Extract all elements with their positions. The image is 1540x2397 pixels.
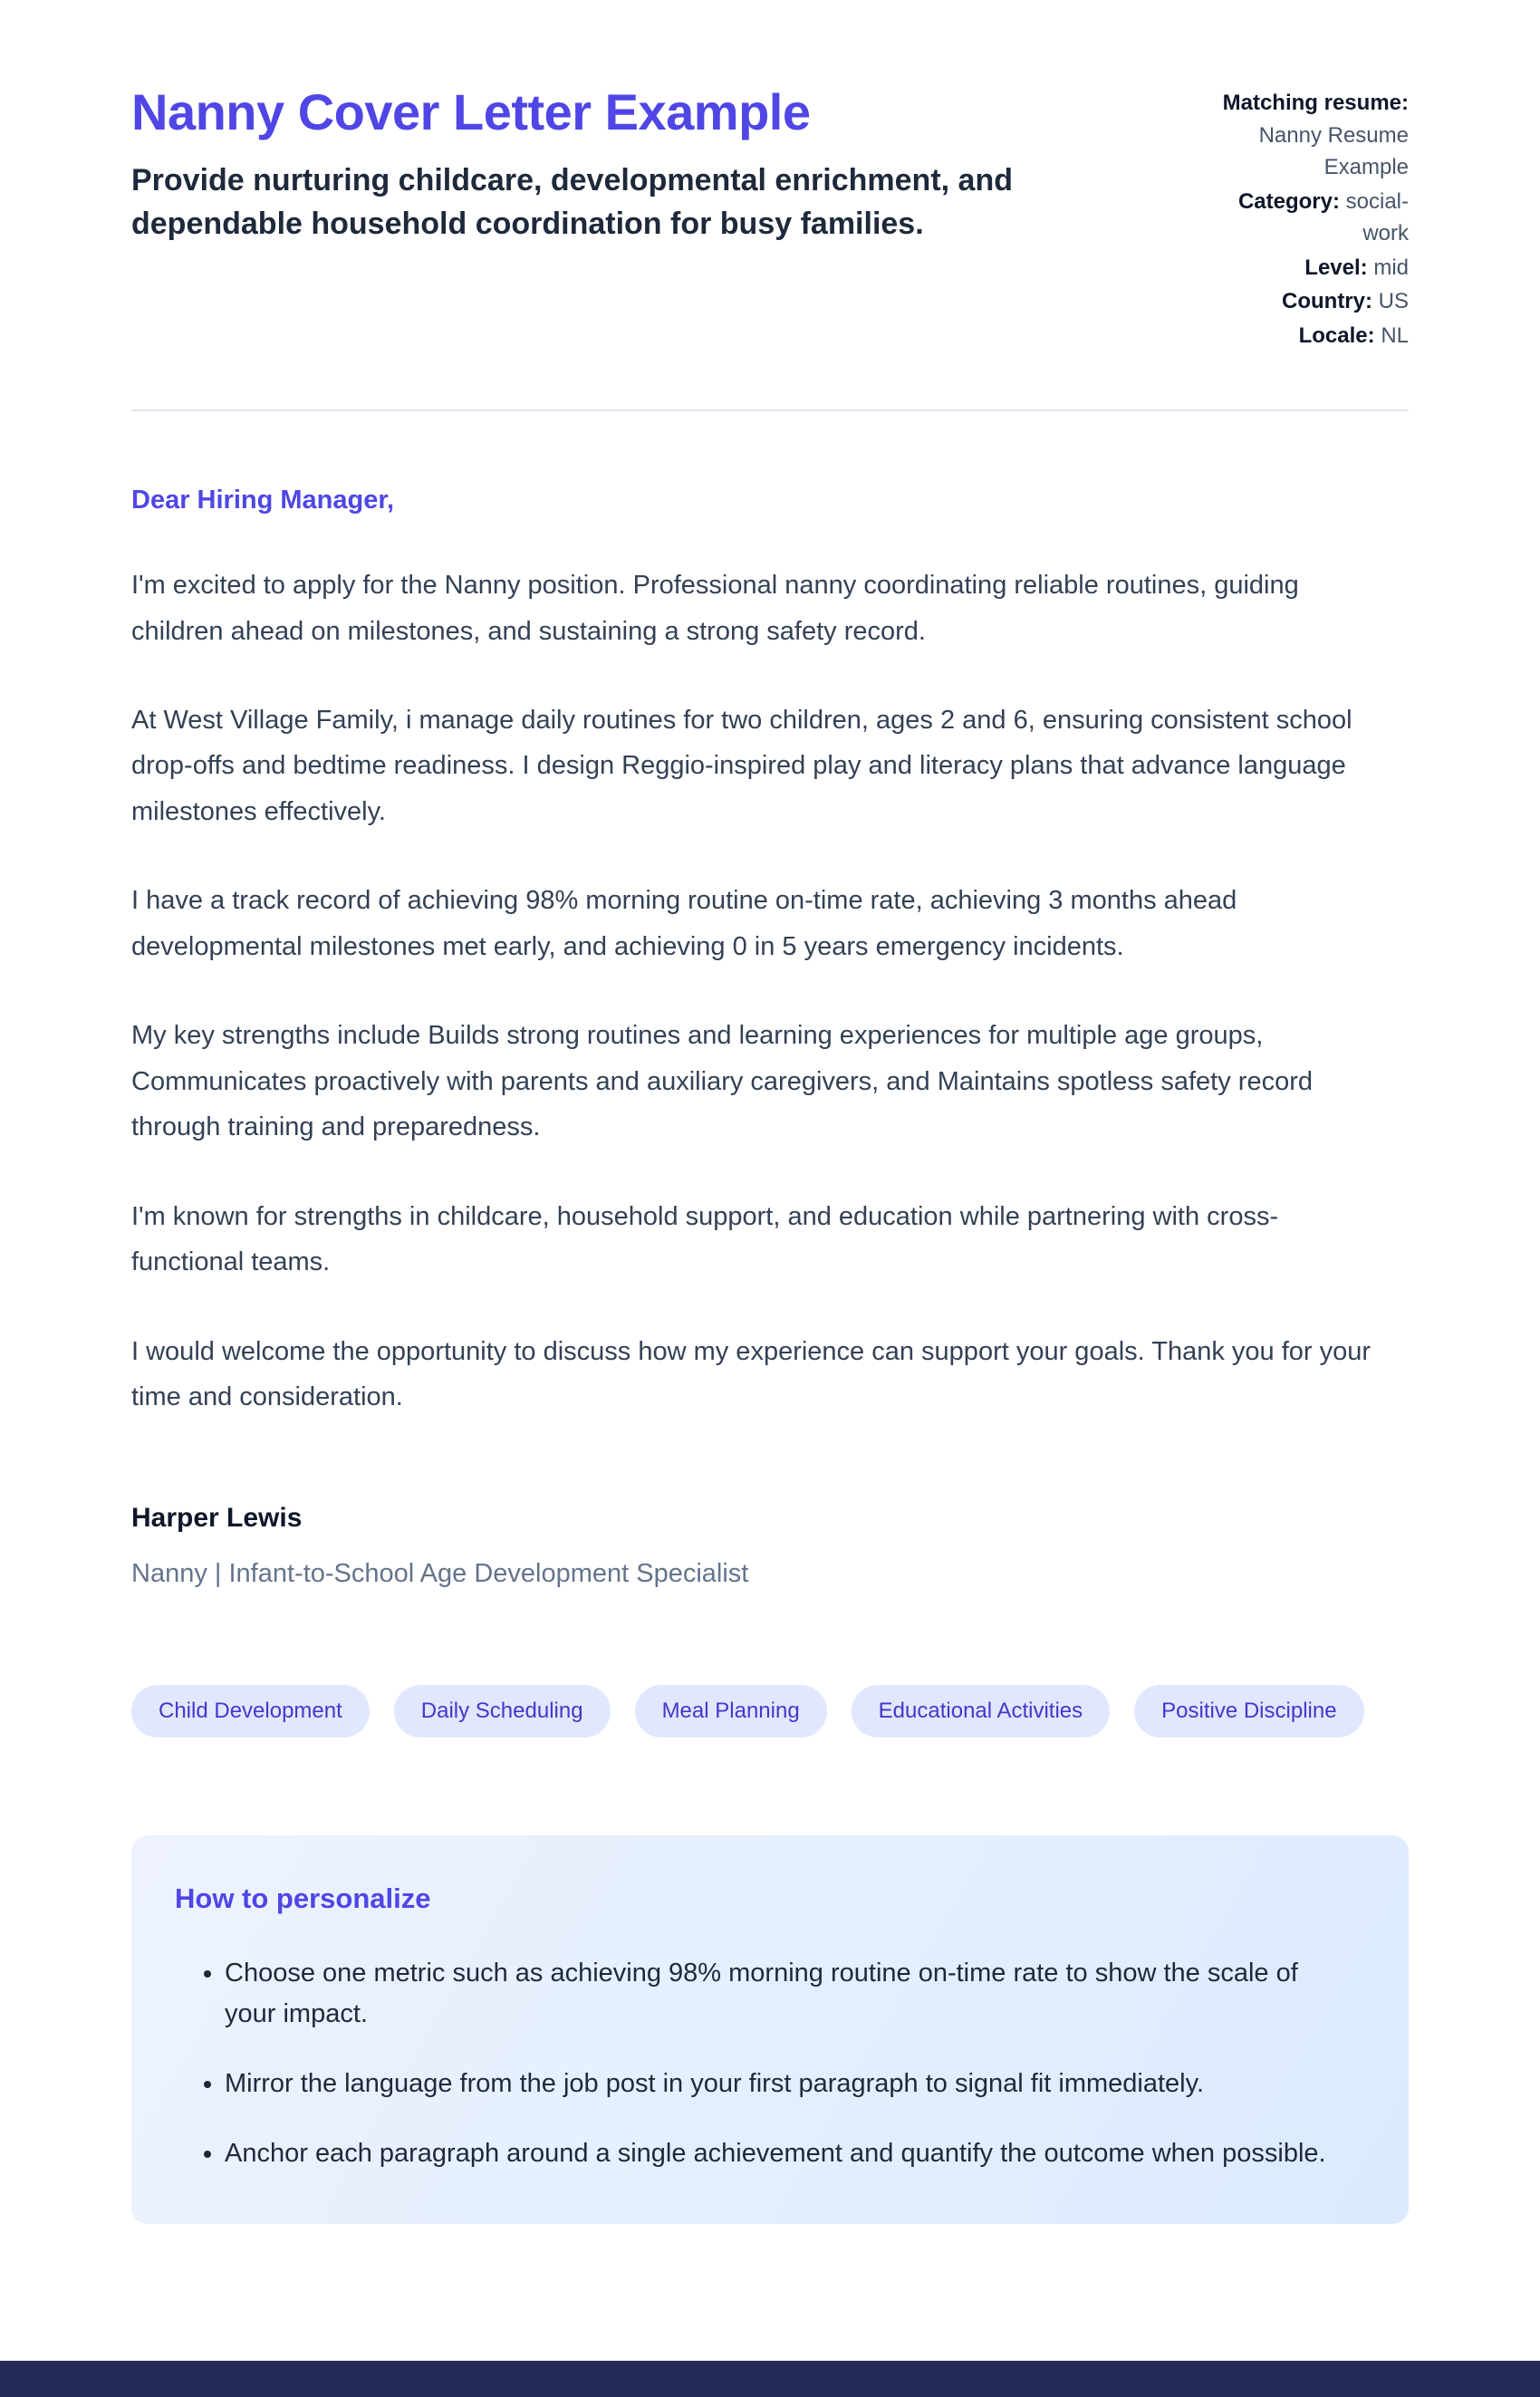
signature-title: Nanny | Infant-to-School Age Development Specialist <box>131 1559 749 1589</box>
letter-paragraph: My key strengths include Builds strong routines and learning experiences for multiple age groups, Communicates proactively with parents and auxiliary caregivers, and Maintains spotless safety record through training and preparedness. <box>131 1021 1313 1142</box>
header-divider <box>131 409 1409 411</box>
header <box>131 83 1409 353</box>
letter-paragraph: I'm known for strengths in childcare, household support, and education while partnering with cross-functional teams. <box>131 1201 1279 1277</box>
skill-tags <box>131 1685 1409 1738</box>
meta-value: mid <box>1373 255 1409 280</box>
personalize-tips-box <box>131 1835 1409 2224</box>
personalize-tip: • Anchor each paragraph around a single achievement and quantify the outcome when possible. <box>225 2133 1339 2174</box>
meta-panel <box>1206 83 1409 353</box>
footer-bar <box>0 2361 1540 2397</box>
personalize-tip: • Mirror the language from the job post in your first paragraph to signal fit immediately. <box>225 2064 1339 2104</box>
skill-tag: Daily Scheduling <box>394 1685 611 1738</box>
meta-label: Level: <box>1304 255 1368 280</box>
header-title-block <box>131 83 1128 353</box>
skill-tag: Educational Activities <box>852 1685 1110 1738</box>
skill-tag: Meal Planning <box>635 1685 827 1738</box>
letter-paragraph: I have a track record of achieving 98% morning routine on-time rate, achieving 3 months ahead developmental milestones met early, and achieving 0 in 5 years emergency incidents. <box>131 886 1237 961</box>
page-subtitle: Provide nurturing childcare, developmental enrichment, and dependable household coordination for busy families. <box>131 163 1013 241</box>
meta-locale <box>1206 320 1409 352</box>
letter-paragraph: I'm excited to apply for the Nanny position. Professional nanny coordinating reliable routines, guiding children ahead on milestones, and sustaining a strong safety record. <box>131 571 1299 646</box>
meta-label: Country: <box>1282 289 1372 314</box>
page-title: Nanny Cover Letter Example <box>131 83 811 140</box>
meta-matching-resume <box>1206 87 1409 184</box>
skill-tag: Positive Discipline <box>1134 1685 1363 1738</box>
personalize-heading: How to personalize <box>175 1882 431 1915</box>
meta-category <box>1206 186 1409 250</box>
letter-greeting: Dear Hiring Manager, <box>131 486 395 515</box>
personalize-tip: • Choose one metric such as achieving 98% morning routine on-time rate to show the scale of your impact. <box>225 1953 1339 2035</box>
letter-paragraph: At West Village Family, i manage daily routines for two children, ages 2 and 6, ensuring consistent school drop-offs and bedtime readiness. I design Reggio-inspired play and literacy plans that advance language milestones effectively. <box>131 706 1352 826</box>
meta-value: Nanny Resume Example <box>1258 122 1409 180</box>
meta-level <box>1206 252 1409 284</box>
skill-tag: Child Development <box>131 1685 370 1738</box>
meta-country <box>1206 285 1409 318</box>
signature-name: Harper Lewis <box>131 1503 303 1534</box>
page-container <box>131 0 1409 2297</box>
meta-value: NL <box>1381 322 1409 348</box>
meta-label: Locale: <box>1298 322 1375 348</box>
letter-paragraph: I would welcome the opportunity to discuss how my experience can support your goals. Thank you for your time and consideration. <box>131 1336 1372 1412</box>
meta-label: Matching resume: <box>1222 91 1409 115</box>
meta-value: social-work <box>1345 188 1409 246</box>
meta-value: US <box>1378 289 1409 314</box>
meta-label: Category: <box>1237 188 1340 214</box>
cover-letter-body <box>131 486 1409 1589</box>
personalize-tips-list <box>175 1953 1354 2174</box>
